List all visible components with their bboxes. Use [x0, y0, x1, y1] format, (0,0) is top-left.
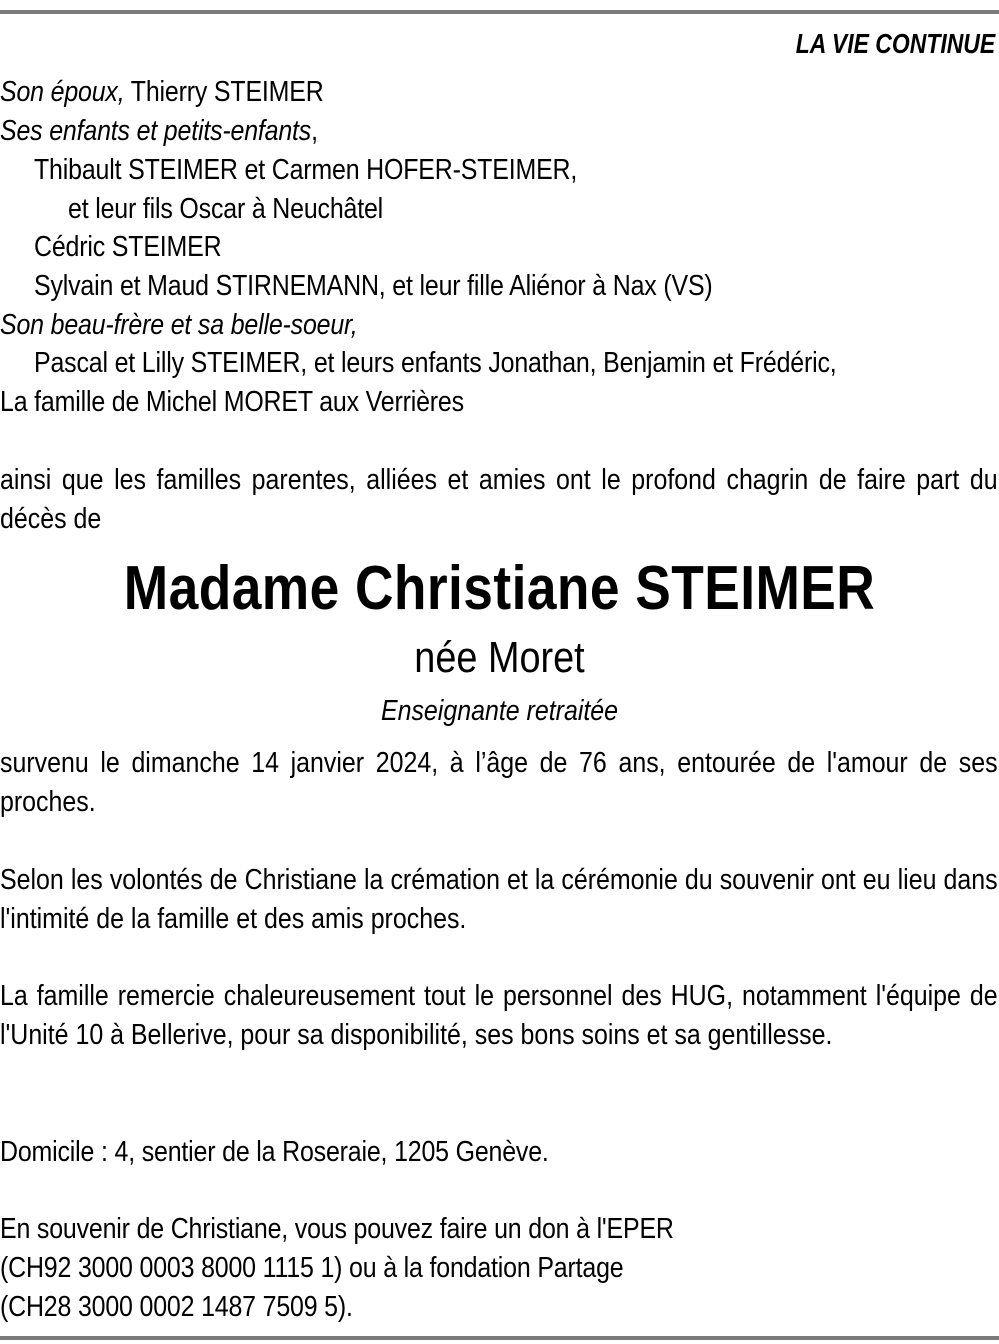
- children-label: Ses enfants et petits-enfants: [0, 115, 312, 147]
- spouse-name: Thierry STEIMER: [124, 76, 324, 108]
- thanks-paragraph: La famille remercie chaleureusement tout le personnel des HUG, notamment l'équipe de l'Unité 10 à Bellerive, pour sa disponibilité, ses bons soins et sa gentillesse.: [0, 980, 998, 1051]
- top-rule: [0, 10, 999, 14]
- death-details-paragraph: survenu le dimanche 14 janvier 2024, à l’âge de 76 ans, entourée de l'amour de ses proches.: [0, 747, 998, 818]
- deceased-maiden-name: née Moret: [414, 633, 585, 682]
- moret-family-line: La famille de Michel MORET aux Verrières: [0, 386, 464, 418]
- child3-line: Sylvain et Maud STIRNEMANN, et leur fille Aliénor à Nax (VS): [34, 270, 713, 302]
- child2-line: Cédric STEIMER: [34, 231, 222, 263]
- deceased-occupation: Enseignante retraitée: [380, 695, 619, 727]
- spouse-line: [0, 73, 324, 112]
- domicile-line: Domicile : 4, sentier de la Roseraie, 1205 Genève.: [0, 1136, 549, 1168]
- donation-line-3: (CH28 3000 0002 1487 7509 5).: [0, 1291, 353, 1323]
- child1-line: Thibault STEIMER et Carmen HOFER-STEIMER,: [34, 154, 578, 186]
- children-comma: ,: [311, 115, 318, 147]
- child1-son-line: et leur fils Oscar à Neuchâtel: [68, 193, 384, 225]
- notice-heading: LA VIE CONTINUE: [795, 28, 995, 59]
- siblings-label: Son beau-frère et sa belle-soeur,: [0, 309, 358, 341]
- donation-line-2: (CH92 3000 0003 8000 1115 1) ou à la fondation Partage: [0, 1252, 624, 1284]
- deceased-name: Madame Christiane STEIMER: [123, 554, 876, 623]
- children-label-line: [0, 112, 318, 151]
- bottom-rule: [0, 1336, 999, 1340]
- ceremony-paragraph: Selon les volontés de Christiane la crémation et la cérémonie du souvenir ont eu lieu dans l'intimité de la famille et des amis proches.: [0, 864, 998, 935]
- donation-line-1: En souvenir de Christiane, vous pouvez faire un don à l'EPER: [0, 1213, 674, 1245]
- siblings-line: Pascal et Lilly STEIMER, et leurs enfants Jonathan, Benjamin et Frédéric,: [34, 347, 837, 379]
- announcement-paragraph: ainsi que les familles parentes, alliées et amies ont le profond chagrin de faire part du décès de: [0, 464, 998, 535]
- spouse-label: Son époux,: [0, 76, 125, 108]
